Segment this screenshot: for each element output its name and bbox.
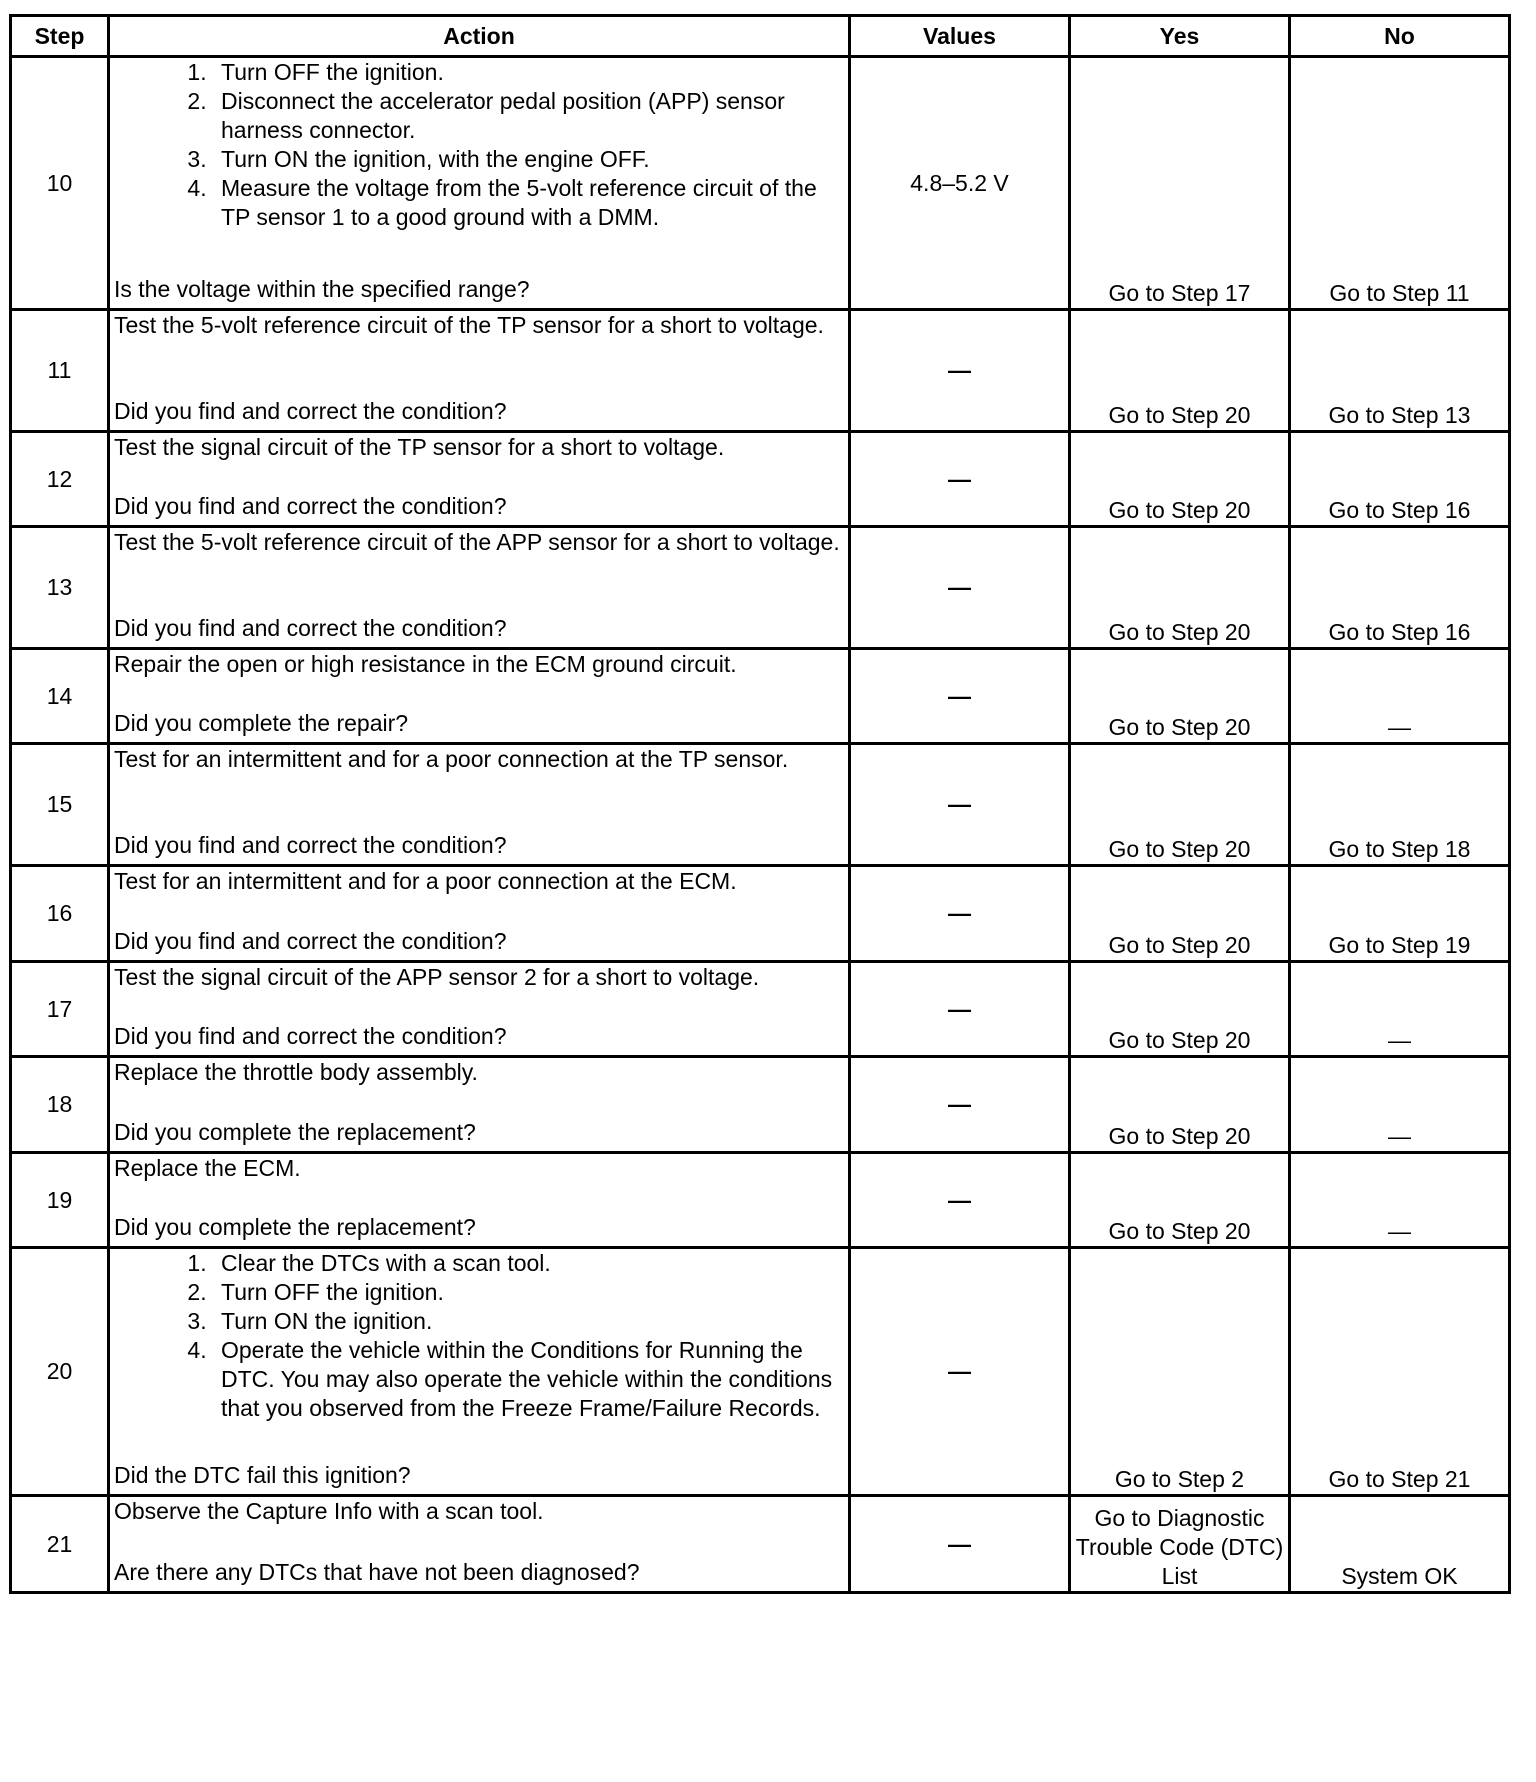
action-content (114, 311, 844, 430)
action-step-item: 3. Turn ON the ignition, with the engine OFF. (213, 145, 844, 174)
action-content (114, 1154, 844, 1246)
action-cell (109, 57, 850, 310)
action-cell (109, 527, 850, 649)
step-number: 19 (11, 1153, 109, 1248)
table-row (11, 962, 1510, 1057)
action-content (114, 1058, 844, 1151)
yes-outcome: Go to Step 2 (1070, 1248, 1290, 1496)
action-instruction: Test for an intermittent and for a poor connection at the ECM. (114, 868, 737, 894)
action-cell (109, 1153, 850, 1248)
action-instruction: Test the 5-volt reference circuit of the TP sensor for a short to voltage. (114, 312, 824, 338)
step-number: 17 (11, 962, 109, 1057)
diagnostic-table (9, 14, 1511, 1594)
step-number: 18 (11, 1057, 109, 1153)
action-steps-list (114, 58, 844, 232)
yes-outcome: Go to Step 20 (1070, 527, 1290, 649)
action-cell (109, 649, 850, 744)
action-instruction: Replace the ECM. (114, 1155, 301, 1181)
action-instruction: Repair the open or high resistance in the ECM ground circuit. (114, 651, 737, 677)
header-row (11, 16, 1510, 57)
yes-outcome: Go to Step 20 (1070, 744, 1290, 866)
action-cell (109, 432, 850, 527)
value-cell: — (850, 1057, 1070, 1153)
value-cell: — (850, 1248, 1070, 1496)
no-outcome: Go to Step 19 (1290, 866, 1510, 962)
header-step: Step (11, 16, 109, 57)
no-outcome: Go to Step 21 (1290, 1248, 1510, 1496)
table-row (11, 866, 1510, 962)
action-content (114, 745, 844, 864)
value-cell: — (850, 866, 1070, 962)
value-cell: 4.8–5.2 V (850, 57, 1070, 310)
table-row (11, 310, 1510, 432)
table-row (11, 1496, 1510, 1593)
table-body (11, 57, 1510, 1593)
value-cell: — (850, 649, 1070, 744)
header-no: No (1290, 16, 1510, 57)
value-cell: — (850, 527, 1070, 649)
action-cell (109, 1248, 850, 1496)
value-cell: — (850, 310, 1070, 432)
action-step-item: 3. Turn ON the ignition. (213, 1307, 844, 1336)
action-cell (109, 310, 850, 432)
step-number: 14 (11, 649, 109, 744)
header-yes: Yes (1070, 16, 1290, 57)
action-content (114, 1497, 844, 1591)
yes-outcome: Go to Step 20 (1070, 649, 1290, 744)
action-instruction: Test the signal circuit of the TP sensor for a short to voltage. (114, 434, 725, 460)
action-instruction: Test for an intermittent and for a poor connection at the TP sensor. (114, 746, 789, 772)
action-instruction: Test the signal circuit of the APP sensor 2 for a short to voltage. (114, 964, 760, 990)
action-instruction: Test the 5-volt reference circuit of the APP sensor for a short to voltage. (114, 529, 840, 555)
value-cell: — (850, 1153, 1070, 1248)
step-number: 10 (11, 57, 109, 310)
table-row (11, 57, 1510, 310)
value-cell: — (850, 962, 1070, 1057)
table-row (11, 744, 1510, 866)
action-cell (109, 1496, 850, 1593)
action-question: Did the DTC fail this ignition? (114, 1462, 411, 1488)
yes-outcome: Go to Step 20 (1070, 962, 1290, 1057)
action-cell (109, 962, 850, 1057)
action-step-item: 2. Turn OFF the ignition. (213, 1278, 844, 1307)
no-outcome: — (1290, 1153, 1510, 1248)
action-question: Are there any DTCs that have not been diagnosed? (114, 1559, 640, 1585)
yes-outcome: Go to Step 20 (1070, 866, 1290, 962)
step-number: 15 (11, 744, 109, 866)
action-cell (109, 866, 850, 962)
action-content (114, 650, 844, 742)
step-number: 11 (11, 310, 109, 432)
action-instruction: Replace the throttle body assembly. (114, 1059, 478, 1085)
yes-outcome: Go to Step 20 (1070, 310, 1290, 432)
yes-outcome: Go to Step 20 (1070, 432, 1290, 527)
no-outcome: Go to Step 13 (1290, 310, 1510, 432)
header-action: Action (109, 16, 850, 57)
yes-outcome: Go to Diagnostic Trouble Code (DTC) List (1070, 1496, 1290, 1593)
action-steps-list (114, 1249, 844, 1423)
value-cell: — (850, 432, 1070, 527)
value-cell: — (850, 744, 1070, 866)
action-cell (109, 744, 850, 866)
action-question: Did you find and correct the condition? (114, 832, 507, 858)
step-number: 21 (11, 1496, 109, 1593)
action-step-item: 4. Operate the vehicle within the Conditions for Running the DTC. You may also operate the vehicle within the conditions that you observed from the Freeze Frame/Failure Records. (213, 1336, 844, 1423)
action-step-item: 2. Disconnect the accelerator pedal position (APP) sensor harness connector. (213, 87, 844, 145)
action-content (114, 433, 844, 525)
step-number: 20 (11, 1248, 109, 1496)
yes-outcome: Go to Step 17 (1070, 57, 1290, 310)
yes-outcome: Go to Step 20 (1070, 1057, 1290, 1153)
table-row (11, 1057, 1510, 1153)
step-number: 13 (11, 527, 109, 649)
action-cell (109, 1057, 850, 1153)
action-content (114, 963, 844, 1055)
step-number: 16 (11, 866, 109, 962)
action-instruction: Observe the Capture Info with a scan tool. (114, 1498, 544, 1524)
step-number: 12 (11, 432, 109, 527)
no-outcome: Go to Step 18 (1290, 744, 1510, 866)
header-values: Values (850, 16, 1070, 57)
action-question: Did you complete the repair? (114, 710, 409, 736)
action-question: Did you find and correct the condition? (114, 1023, 507, 1049)
action-content (114, 1249, 844, 1494)
table-row (11, 1248, 1510, 1496)
action-step-item: 1. Turn OFF the ignition. (213, 58, 844, 87)
no-outcome: Go to Step 16 (1290, 527, 1510, 649)
no-outcome: — (1290, 962, 1510, 1057)
action-question: Did you find and correct the condition? (114, 615, 507, 641)
no-outcome: System OK (1290, 1496, 1510, 1593)
action-content (114, 528, 844, 647)
action-step-item: 1. Clear the DTCs with a scan tool. (213, 1249, 844, 1278)
action-step-item: 4. Measure the voltage from the 5-volt reference circuit of the TP sensor 1 to a good ground with a DMM. (213, 174, 844, 232)
table-row (11, 527, 1510, 649)
action-content (114, 58, 844, 308)
table-row (11, 649, 1510, 744)
no-outcome: — (1290, 649, 1510, 744)
action-content (114, 867, 844, 960)
action-question: Did you complete the replacement? (114, 1119, 476, 1145)
action-question: Is the voltage within the specified range? (114, 276, 530, 302)
no-outcome: — (1290, 1057, 1510, 1153)
action-question: Did you find and correct the condition? (114, 398, 507, 424)
action-question: Did you find and correct the condition? (114, 928, 507, 954)
diagnostic-table-page (9, 14, 1511, 1594)
yes-outcome: Go to Step 20 (1070, 1153, 1290, 1248)
table-row (11, 432, 1510, 527)
action-question: Did you find and correct the condition? (114, 493, 507, 519)
action-question: Did you complete the replacement? (114, 1214, 476, 1240)
no-outcome: Go to Step 16 (1290, 432, 1510, 527)
table-row (11, 1153, 1510, 1248)
no-outcome: Go to Step 11 (1290, 57, 1510, 310)
value-cell: — (850, 1496, 1070, 1593)
